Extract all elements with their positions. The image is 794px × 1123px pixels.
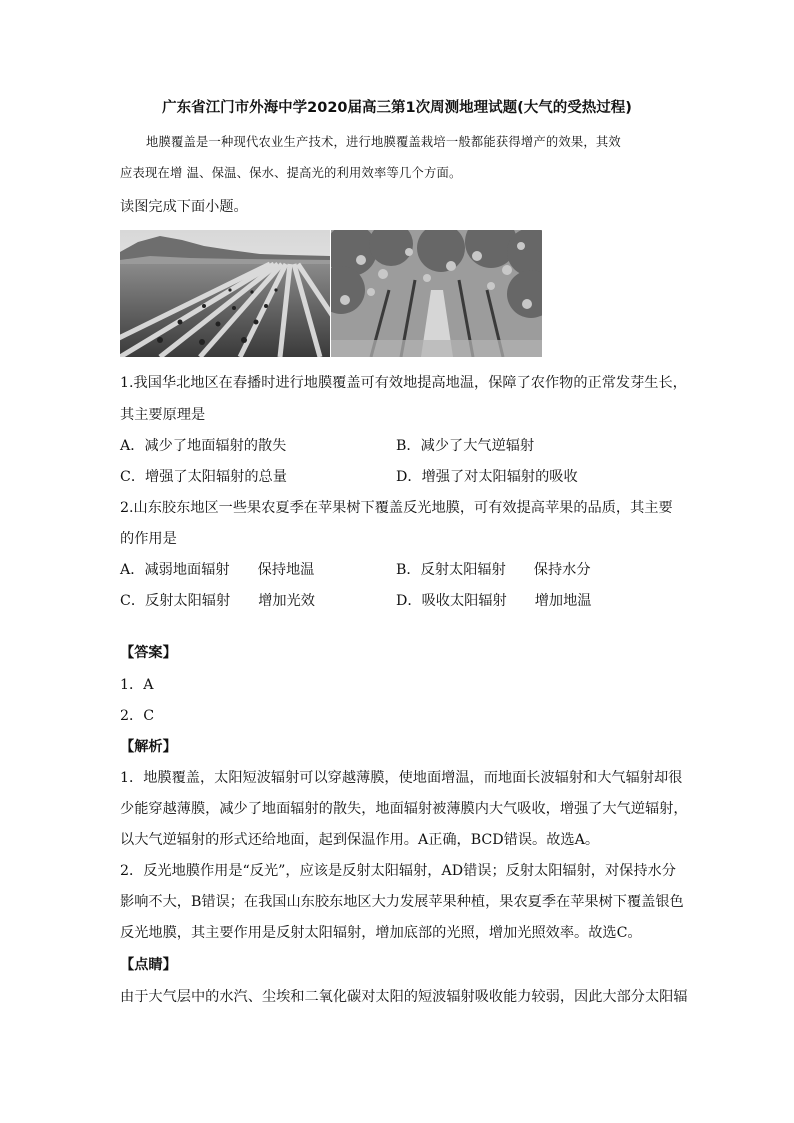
option-text: 反射太阳辐射 [420,562,506,578]
apple-orchard-photo [331,230,542,357]
option-letter: B． [396,562,421,578]
q1-option-b [396,436,534,456]
option-text: 反射太阳辐射 [145,593,231,609]
option-text-2: 保持地温 [257,562,315,578]
intro-line-1: 地膜覆盖是一种现代农业生产技术，进行地膜覆盖栽培一般都能获得增产的效果，其效 [146,135,621,149]
q2-option-a [120,560,314,580]
q1-option-a [120,436,286,456]
comment-line-1: 由于大气层中的水汽、尘埃和二氧化碳对太阳的短波辐射吸收能力较弱，因此大部分太阳辐 [120,989,688,1005]
answer-heading: 【答案】 [120,645,177,661]
analysis-line-4: 2．反光地膜作用是“反光”，应该是反射太阳辐射，AD错误；反射太阳辐射，对保持水分 [120,863,676,879]
answer-item-2: 2．C [120,708,155,724]
analysis-line-3: 以大气逆辐射的形式还给地面，起到保温作用。A正确，BCD错误。故选A。 [120,832,600,848]
document-title: 广东省江门市外海中学2020届高三第1次周测地理试题(大气的受热过程) [162,100,632,116]
question-1-stem-line-2: 其主要原理是 [120,407,206,423]
option-letter: A． [120,562,145,578]
option-text-2: 增加光效 [258,593,315,609]
question-2-stem-line-1: 2.山东胶东地区一些果农夏季在苹果树下覆盖反光地膜，可有效提高苹果的品质，其主要 [120,500,673,516]
analysis-line-6: 反光地膜，其主要作用是反射太阳辐射，增加底部的光照，增加光照效率。故选C。 [120,925,642,941]
analysis-heading: 【解析】 [120,739,177,755]
q2-option-c [120,591,315,611]
option-letter: A． [120,438,145,454]
question-1-stem-line-1: 1.我国华北地区在春播时进行地膜覆盖可有效地提高地温，保障了农作物的正常发芽生长， [120,375,687,391]
option-text: 减少了地面辐射的散失 [144,438,287,454]
instruction-text: 读图完成下面小题。 [120,199,248,215]
option-text: 减少了大气逆辐射 [420,438,535,454]
analysis-line-5: 影响不大，B错误；在我国山东胶东地区大力发展苹果种植，果农夏季在苹果树下覆盖银色 [120,894,684,910]
option-letter: C． [120,593,146,609]
q2-option-b [396,560,591,580]
option-letter: B． [396,438,421,454]
option-letter: D． [396,593,422,609]
analysis-line-1: 1．地膜覆盖，太阳短波辐射可以穿越薄膜，使地面增温，而地面长波辐射和大气辐射却很 [120,770,683,786]
option-letter: C． [120,469,146,485]
option-text: 增强了太阳辐射的总量 [145,469,287,485]
answer-item-1: 1．A [120,677,154,693]
analysis-line-2: 少能穿越薄膜，减少了地面辐射的散失，地面辐射被薄膜内大气吸收，增强了大气逆辐射， [120,801,688,817]
q1-option-c [120,467,287,487]
option-text-2: 保持水分 [533,562,591,578]
q2-option-d [396,591,591,611]
comment-heading: 【点睛】 [120,957,177,973]
intro-line-2: 应表现在增 温、保温、保水、提高光的利用效率等几个方面。 [120,166,462,180]
option-text: 增强了对太阳辐射的吸收 [421,469,578,485]
question-2-stem-line-2: 的作用是 [120,531,177,547]
q1-option-d [396,467,578,487]
option-text: 吸收太阳辐射 [421,593,507,609]
plastic-mulch-field-photo [120,230,330,357]
option-letter: D． [396,469,422,485]
option-text: 减弱地面辐射 [144,562,230,578]
option-text-2: 增加地温 [534,593,592,609]
